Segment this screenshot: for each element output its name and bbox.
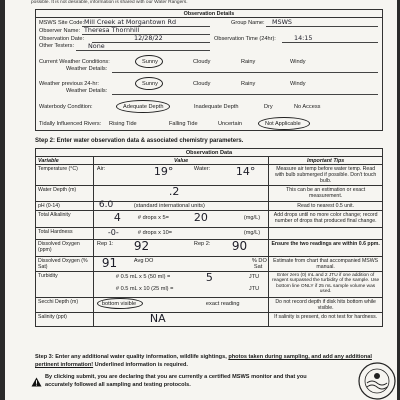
hard-formula: # drops x 10=	[137, 230, 172, 237]
observation-details-header: Observation Details	[36, 10, 382, 18]
tidal-label: Tidally Influenced Rivers:	[39, 121, 102, 127]
waterbody-no-access-option[interactable]: No Access	[294, 104, 321, 110]
testers-value[interactable]: None	[88, 42, 105, 50]
dosat-pct: % DO	[251, 258, 267, 265]
hard-cell	[93, 228, 268, 240]
alk-tip: Add drops until no more color change; record number of drops that produced final change.	[269, 211, 383, 228]
temp-label: Temperature (°C)	[36, 165, 94, 186]
tidal-rising-option[interactable]: Rising Tide	[109, 121, 137, 127]
site-code-label: MSWS Site Code:	[39, 20, 85, 26]
temp-cell	[93, 165, 268, 186]
site-code-value[interactable]: Mill Creek at Morgantown Rd	[84, 18, 177, 26]
current-sunny-circle	[135, 55, 163, 68]
turb-tip: Enter zero (0) mL and 2 JTU if one addition of reagent surpassed the turbidity of the sample. Use bottom line ONLY if 25 mL sample volume was used.	[269, 272, 383, 298]
depth-cell	[93, 186, 268, 202]
current-rainy-option[interactable]: Rainy	[241, 59, 256, 65]
step3-text-b: Underlined information is required.	[94, 362, 188, 368]
time-label: Observation Time (24hr):	[214, 36, 276, 42]
sal-tip: If salinity is present, do not test for hardness.	[269, 313, 383, 327]
waterbody-label: Waterbody Condition:	[39, 104, 93, 110]
alk-units: (mg/L)	[243, 215, 261, 222]
observation-data-table	[35, 148, 383, 327]
previous-weather-label: Weather previous 24-hr:	[39, 81, 99, 87]
ph-tip: Read to nearest 0.5 unit.	[269, 202, 383, 211]
alk-drops[interactable]: 4	[113, 211, 121, 225]
group-name-value[interactable]: MSWS	[272, 18, 292, 26]
warning-icon	[31, 377, 42, 387]
current-sunny-option[interactable]: Sunny	[142, 59, 158, 65]
alk-cell	[93, 211, 268, 228]
sal-label: Salinity (ppt)	[36, 313, 94, 327]
table-title: Observation Data	[36, 149, 383, 157]
current-cloudy-option[interactable]: Cloudy	[193, 59, 211, 65]
sal-cell	[93, 313, 268, 327]
depth-label: Water Depth (m)	[36, 186, 94, 202]
hard-drops[interactable]: -0-	[107, 228, 119, 238]
hard-label: Total Hardness	[36, 228, 94, 240]
step3-text	[35, 353, 383, 369]
depth-tip: This can be an estimation or exact measurement.	[269, 186, 383, 202]
hard-units: (mg/L)	[243, 230, 261, 237]
secchi-label: Secchi Depth (m)	[36, 298, 94, 313]
temp-water-label: Water:	[193, 166, 211, 173]
alk-label: Total Alkalinity	[36, 211, 94, 228]
previous-sunny-circle	[135, 77, 163, 90]
turb-units-1: JTU	[248, 274, 260, 281]
previous-sunny-option[interactable]: Sunny	[142, 81, 158, 87]
waterbody-dry-option[interactable]: Dry	[264, 104, 273, 110]
waterbody-inadequate-option[interactable]: Inadequate Depth	[194, 104, 239, 110]
time-value[interactable]: 14:15	[294, 34, 313, 42]
do-tip: Ensure the two readings are within 0.6 ppm.	[269, 240, 383, 257]
sal-value[interactable]: NA	[149, 312, 166, 326]
waterbody-adequate-option[interactable]: Adequate Depth	[123, 104, 164, 110]
do-rep2-label: Rep 2:	[193, 241, 211, 248]
testers-label: Other Testers:	[39, 43, 75, 49]
col-variable: Variable	[36, 157, 94, 165]
turb-value[interactable]: 5	[205, 271, 213, 285]
turb-formula-2: # 0.5 mL x 10 (25 ml) =	[115, 286, 174, 293]
waterbody-adequate-circle	[116, 100, 170, 113]
dosat-value[interactable]: 91	[101, 256, 118, 271]
temp-air-value[interactable]: 19°	[153, 165, 174, 179]
dosat-label: Dissolved Oxygen (% Sat)	[36, 257, 94, 272]
previous-windy-option[interactable]: Windy	[290, 81, 306, 87]
previous-cloudy-option[interactable]: Cloudy	[193, 81, 211, 87]
secchi-exact-label: exact reading	[205, 301, 240, 308]
step3-text-underlined: photos taken during sampling, and add any additional pertinent information!	[35, 354, 372, 368]
do-cell	[93, 240, 268, 257]
secchi-cell	[93, 298, 268, 313]
tidal-not-applicable-circle	[258, 117, 310, 130]
step3-text-a: Step 3: Enter any additional water quality information, wildlife sightings,	[35, 354, 227, 360]
ph-label: pH (0-14)	[36, 202, 94, 211]
turb-cell	[93, 272, 268, 298]
current-weather-label: Current Weather Conditions:	[39, 59, 110, 65]
date-value[interactable]: 12/28/22	[134, 34, 163, 42]
do-rep1-value[interactable]: 92	[133, 239, 150, 254]
current-weather-details-label: Weather Details:	[66, 66, 108, 72]
tidal-falling-option[interactable]: Falling Tide	[169, 121, 198, 127]
step2-heading: Step 2: Enter water observation data & associated chemistry parameters.	[35, 138, 244, 144]
observer-value[interactable]: Theresa Thornhill	[84, 26, 140, 34]
temp-air-label: Air:	[96, 166, 106, 173]
observer-label: Observer Name:	[39, 28, 81, 34]
top-note: possible. It is not desirable, information is shared with our Water Rangers.	[31, 0, 188, 5]
depth-value[interactable]: .2	[168, 185, 180, 199]
previous-rainy-option[interactable]: Rainy	[241, 81, 256, 87]
temp-tip: Measure air temp before water temp. Read with bulb submerged if possible. Don't touch bulb.	[269, 165, 383, 186]
alk-value[interactable]: 20	[193, 211, 208, 225]
alk-formula: # drops x 5=	[137, 215, 169, 222]
secchi-bottom-visible-option[interactable]: bottom visible	[101, 301, 137, 308]
turb-formula-1: # 0.5 mL x 5 (50 ml) =	[115, 274, 171, 281]
ph-units: (standard international units)	[133, 203, 205, 210]
date-label: Observation Date:	[39, 36, 85, 42]
current-windy-option[interactable]: Windy	[290, 59, 306, 65]
col-tips: Important Tips	[269, 157, 383, 165]
ph-value[interactable]: 6.0	[98, 200, 114, 211]
do-rep2-value[interactable]: 90	[231, 239, 248, 254]
dosat-avg: Avg DO	[133, 258, 154, 265]
col-value: Value	[93, 157, 268, 165]
do-rep1-label: Rep 1:	[96, 241, 114, 248]
dosat-sat: Sat	[253, 264, 263, 271]
certification-warning: By clicking submit, you are declaring that you are currently a certified MSWS monitor and that you accurately followed all sampling and testing protocols.	[45, 374, 307, 388]
dosat-tip: Estimate from chart that accompanied MSWS manual.	[269, 257, 383, 272]
previous-weather-details-label: Weather Details:	[66, 88, 108, 94]
observation-details-box	[35, 9, 383, 131]
tidal-not-applicable-option[interactable]: Not Applicable	[265, 121, 301, 127]
turb-label: Turbidity	[36, 272, 94, 298]
do-label: Dissolved Oxygen (ppm)	[36, 240, 94, 257]
group-name-label: Group Name:	[231, 20, 265, 26]
tidal-uncertain-option[interactable]: Uncertain	[218, 121, 242, 127]
turb-units-2: JTU	[248, 286, 260, 293]
data-sheet	[5, 0, 397, 400]
secchi-bottom-visible-circle	[97, 298, 143, 309]
ph-cell	[93, 202, 268, 211]
dosat-cell	[93, 257, 268, 272]
temp-water-value[interactable]: 14°	[235, 165, 256, 179]
msws-seal-logo	[357, 361, 397, 400]
secchi-tip: Do not record depth if disk hits bottom while visible.	[269, 298, 383, 313]
